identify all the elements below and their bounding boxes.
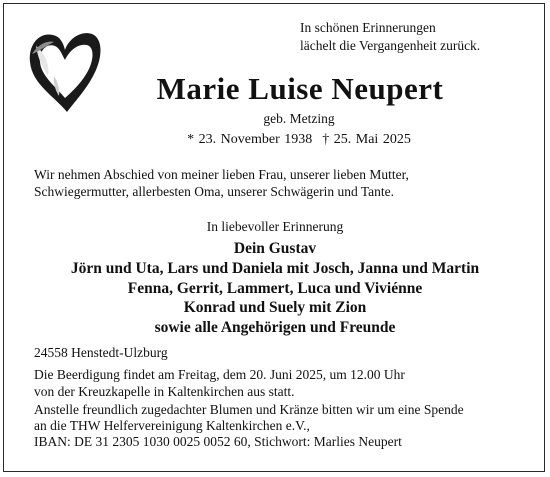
- motto-line-2: lächelt die Vergangenheit zurück.: [300, 38, 481, 53]
- signer-line: Konrad und Suely mit Zion: [183, 299, 367, 317]
- farewell-line-1: Wir nehmen Abschied von meiner lieben Frau, unserer lieben Mutter,: [34, 167, 409, 182]
- deceased-name: Marie Luise Neupert: [156, 71, 444, 106]
- donation-line-2: an die THW Helfervereinigung Kaltenkirchen e.V.,: [34, 418, 310, 434]
- signer-line: sowie alle Angehörigen und Freunde: [154, 319, 396, 337]
- signer-line: Dein Gustav: [233, 240, 317, 257]
- donation-line-1: Anstelle freundlich zugedachter Blumen und Kränze bitten wir um eine Spende: [34, 401, 464, 417]
- donation-line-3: IBAN: DE 31 2305 1030 0025 0052 60, Stichwort: Marlies Neupert: [34, 434, 402, 450]
- death-date: † 25. Mai 2025: [322, 132, 411, 147]
- funeral-line-1: Die Beerdigung findet am Freitag, dem 20. Juni 2025, um 12.00 Uhr: [34, 367, 405, 383]
- signer-line: Fenna, Gerrit, Lammert, Luca und Viviénne: [127, 279, 423, 297]
- memory-intro: In liebevoller Erinnerung: [206, 219, 344, 234]
- info-block: [34, 345, 534, 451]
- signer-line: Jörn und Uta, Lars und Daniela mit Josch, Janna und Martin: [70, 259, 480, 277]
- farewell-text: [34, 166, 524, 200]
- farewell-line-2: Schwiegermutter, allerbesten Oma, unserer Schwägerin und Tante.: [34, 184, 395, 199]
- signers-list: [0, 239, 550, 338]
- birth-date: * 23. November 1938: [187, 132, 313, 147]
- motto: [300, 19, 480, 55]
- location: 24558 Henstedt-Ulzburg: [34, 345, 168, 360]
- motto-line-1: In schönen Erinnerungen: [300, 20, 436, 35]
- born-name: geb. Metzing: [263, 111, 335, 126]
- funeral-line-2: von der Kreuzkapelle in Kaltenkirchen aus statt.: [34, 383, 295, 399]
- life-dates: [0, 132, 550, 148]
